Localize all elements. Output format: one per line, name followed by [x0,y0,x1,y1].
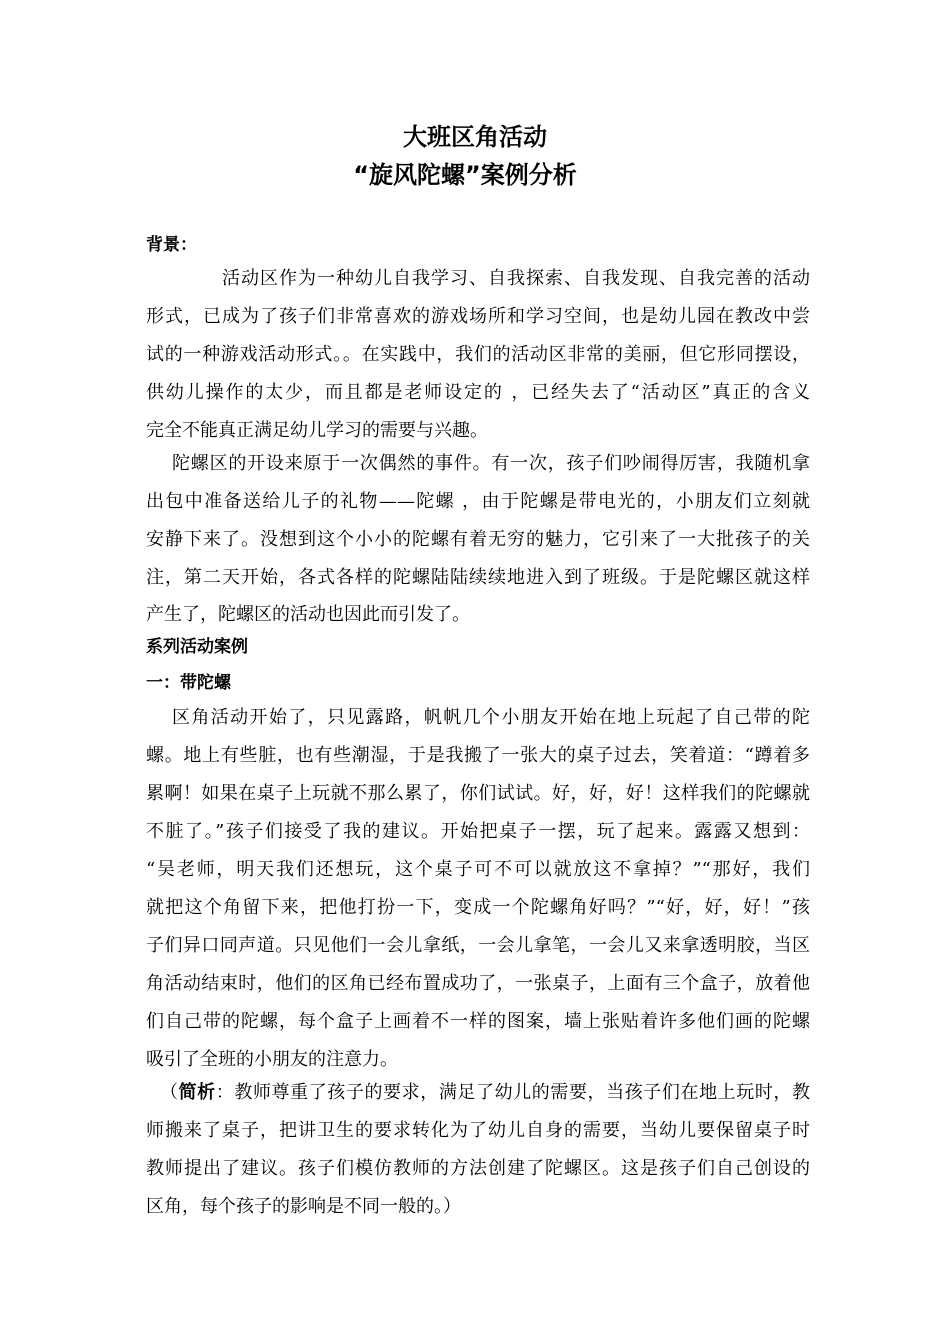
paragraph-line: 就把这个角留下来，把他打扮一下，变成一个陀螺角好吗？”“好，好，好！”孩 [146,897,810,918]
analysis-text: ：教师尊重了孩子的要求，满足了幼儿的需要，当孩子们在地上玩时，教 [215,1082,810,1103]
analysis-open: （ [160,1082,179,1103]
paragraph-line: “吴老师，明天我们还想玩，这个桌子可不可以就放这不拿掉？”“那好，我们 [146,859,810,880]
paragraph-line: 供幼儿操作的太少，而且都是老师设定的 ，已经失去了“活动区”真正的含义 [146,382,810,403]
paragraph-line: 角活动结束时，他们的区角已经布置成功了，一张桌子，上面有三个盒子，放着他 [146,973,810,994]
background-heading: 背景： [146,235,197,255]
paragraph-line: 不脏了。”孩子们接受了我的建议。开始把桌子一摆，玩了起来。露露又想到： [146,821,810,842]
paragraph-line: 完全不能真正满足幼儿学习的需要与兴趣。 [146,420,488,441]
paragraph-line: 形式，已成为了孩子们非常喜欢的游戏场所和学习空间，也是幼儿园在教改中尝 [146,306,810,327]
series-heading: 系列活动案例 [146,637,248,657]
section-heading: 一：带陀螺 [146,673,231,693]
analysis-label: 简析 [178,1082,216,1103]
paragraph-line: 出包中准备送给儿子的礼物——陀螺 ，由于陀螺是带电光的，小朋友们立刻就 [146,491,810,512]
paragraph-line: 区角，每个孩子的影响是不同一般的。） [146,1196,461,1217]
paragraph-line: 吸引了全班的小朋友的注意力。 [146,1049,398,1070]
paragraph-line: 子们异口同声道。只见他们一会儿拿纸，一会儿拿笔，一会儿又来拿透明胶，当区 [146,935,810,956]
paragraph-line: 们自己带的陀螺，每个盒子上画着不一样的图案，墙上张贴着许多他们画的陀螺 [146,1011,810,1032]
document-title: 大班区角活动 [403,123,547,151]
paragraph-line: 安静下来了。没想到这个小小的陀螺有着无穷的魅力，它引来了一大批孩子的关 [146,529,810,550]
paragraph-line: 活动区作为一种幼儿自我学习、自我探索、自我发现、自我完善的活动 [222,268,810,289]
paragraph-line: 螺。地上有些脏，也有些潮湿，于是我搬了一张大的桌子过去，笑着道：“蹲着多 [146,745,810,766]
paragraph-line: 累啊！如果在桌子上玩就不那么累了，你们试试。好，好，好！这样我们的陀螺就 [146,783,810,804]
paragraph-line: 注，第二天开始，各式各样的陀螺陆陆续续地进入到了班级。于是陀螺区就这样 [146,567,810,588]
paragraph-line: 产生了，陀螺区的活动也因此而引发了。 [146,604,470,625]
paragraph-line: 试的一种游戏活动形式。。在实践中，我们的活动区非常的美丽，但它形同摆设， [146,344,810,365]
paragraph-line: 教师提出了建议。孩子们模仿教师的方法创建了陀螺区。这是孩子们自己创设的 [146,1158,810,1179]
paragraph-line: 陀螺区的开设来原于一次偶然的事件。有一次，孩子们吵闹得厉害，我随机拿 [172,453,810,474]
paragraph-line: 师搬来了桌子，把讲卫生的要求转化为了幼儿自身的需要，当幼儿要保留桌子时 [146,1120,810,1141]
document-subtitle: “旋风陀螺”案例分析 [353,161,577,189]
paragraph-line: 区角活动开始了，只见露路，帆帆几个小朋友开始在地上玩起了自己带的陀 [172,707,810,728]
analysis-first-line [160,1081,810,1105]
